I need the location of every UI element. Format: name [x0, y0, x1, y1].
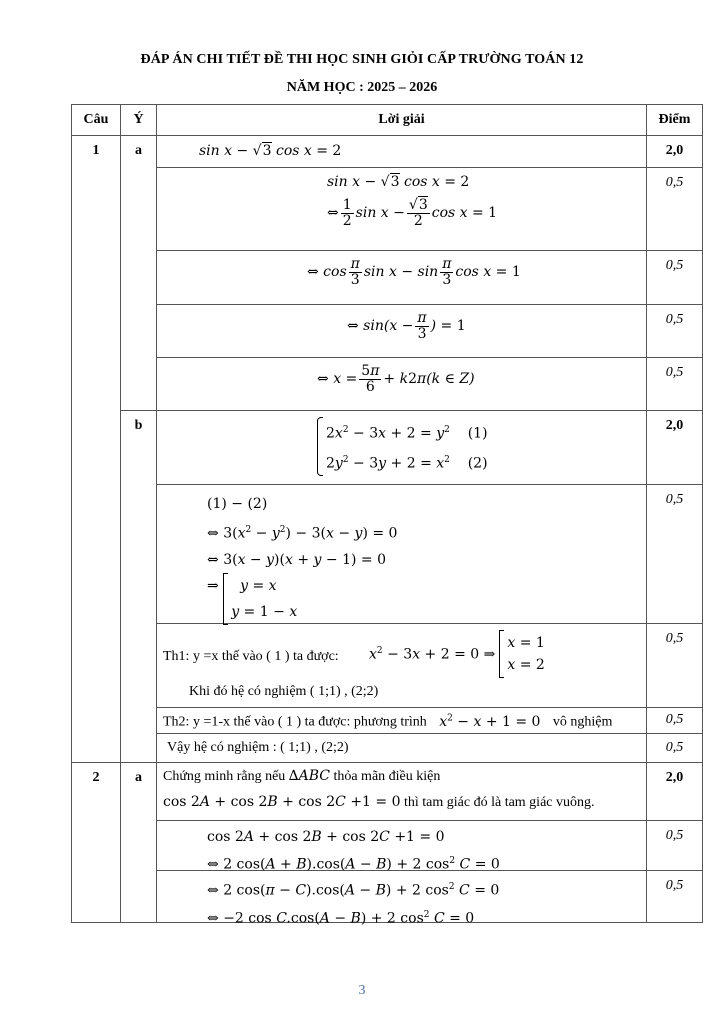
- problem-text: Chứng minh rằng nếu: [163, 769, 286, 784]
- case1-conclusion: Khi đó hệ có nghiệm ( 1;1) , (2;2): [189, 684, 379, 699]
- answer-table: [71, 104, 703, 927]
- score: 2,0: [647, 136, 703, 168]
- table-row: [72, 821, 703, 871]
- header-y: Ý: [121, 105, 157, 136]
- derivation: cos 2A + cos 2B + cos 2C +1 = 0 ⇔ 2 cos(A + B).cos(A − B) + 2 $\cos^2 C = 0$: [207, 829, 500, 873]
- score: 0,5: [647, 821, 703, 871]
- solution-cell: [157, 251, 647, 305]
- table-row: [72, 485, 703, 624]
- equation-system: $2x^2 - 3x + 2 = y^2$ (1) $2y^2 - 3y + 2 = x^2$ (2): [317, 417, 488, 480]
- solution-cell: [157, 305, 647, 358]
- score: 0,5: [647, 624, 703, 708]
- case2-tail: vô nghiệm: [552, 714, 613, 730]
- table-row: [72, 251, 703, 305]
- table-row: [72, 168, 703, 251]
- score: 0,5: [647, 358, 703, 411]
- final-answer: Vậy hệ có nghiệm : ( 1;1) , (2;2): [167, 740, 349, 755]
- solution-cell: [157, 358, 647, 411]
- case1-text: Th1: y =x thế vào ( 1 ) ta được:: [163, 649, 339, 664]
- solution-cell: [157, 871, 647, 927]
- score: 0,5: [647, 871, 703, 923]
- solution-cell: [157, 734, 647, 763]
- score: 2,0: [647, 763, 703, 821]
- part-label: a: [121, 136, 157, 411]
- solution-cell: [157, 411, 647, 485]
- solution-cell: [157, 763, 647, 821]
- problem-statement: Chứng minh rằng nếu ∆ABC thỏa mãn điều kiện: [163, 768, 441, 784]
- equation: sin x − √3 cos x = 2: [327, 174, 470, 190]
- table-row: [72, 734, 703, 763]
- score: 0,5: [647, 708, 703, 734]
- problem-text: thì tam giác đó là tam giác vuông.: [404, 795, 595, 810]
- equation: $x^2 - 3x + 2 = 0$ ⇒ x = 1 x = 2: [369, 630, 545, 678]
- equation-label: (1): [467, 425, 488, 442]
- table-row: [72, 763, 703, 821]
- table-row: [72, 624, 703, 708]
- equation: sin x − √3 cos x = 2: [199, 143, 342, 159]
- problem-statement: cos 2A + cos 2B + cos 2C +1 = 0 thì tam giác đó là tam giác vuông.: [163, 794, 595, 810]
- header-loi-giai: Lời giải: [157, 105, 647, 136]
- question-number: 1: [72, 136, 121, 763]
- equation: ⇔ x = $\frac{5\pi}{6}$ + k2π(k ∈ Z): [317, 363, 475, 395]
- score: 0,5: [647, 305, 703, 358]
- derivation: (1) − (2) ⇔ $3(x^2 - y^2) - 3(x - y) = 0$ ⇔ 3(x − y)(x + y − 1) = 0 ⇒ y = x y = 1 − x: [207, 491, 397, 625]
- equation-label: (2): [467, 455, 488, 472]
- table-row: [72, 871, 703, 923]
- table-row: [72, 708, 703, 734]
- school-year: NĂM HỌC : 2025 – 2026: [286, 80, 438, 95]
- table-row: [72, 411, 703, 485]
- equation: ⇔ $\frac{1}{2}$ sin x − $\frac{√3}{2}$ cos x = 1: [327, 197, 498, 229]
- score: 0,5: [647, 734, 703, 763]
- solution-cell: [157, 168, 647, 251]
- solution-cell: [157, 485, 647, 624]
- solution-cell: [157, 624, 647, 708]
- solution-cell: [157, 136, 647, 168]
- equation: ⇔ cos $\frac{\pi}{3}$ sin x − sin $\frac{\pi}{3}$ cos x = 1: [307, 256, 521, 288]
- document-title: ĐÁP ÁN CHI TIẾT ĐỀ THI HỌC SINH GIỎI CẤP TRƯỜNG TOÁN 12: [140, 52, 584, 67]
- problem-text: thỏa mãn điều kiện: [333, 769, 441, 784]
- table-row: [72, 136, 703, 168]
- header-cau: Câu: [72, 105, 121, 136]
- question-number: 2: [72, 763, 121, 923]
- case2-text: Th2: y =1-x thế vào ( 1 ) ta được: phương trình $x^2 - x + 1 = 0$ vô nghiệm: [163, 713, 613, 730]
- part-label: a: [121, 763, 157, 923]
- score: 2,0: [647, 411, 703, 485]
- table-header-row: [72, 105, 703, 136]
- table-row: [72, 305, 703, 358]
- solution-cell: [157, 821, 647, 871]
- score: 0,5: [647, 251, 703, 305]
- header-diem: Điểm: [647, 105, 703, 136]
- case2-label: Th2: y =1-x thế vào ( 1 ) ta được: phương trình: [163, 714, 427, 730]
- score: 0,5: [647, 485, 703, 624]
- solution-cell: [157, 708, 647, 734]
- score: 0,5: [647, 168, 703, 251]
- derivation: ⇔ 2 cos(π − C).cos(A − B) + 2 $\cos^2 C = 0$ ⇔ −2 cos C.cos(A − B) + 2 $\cos^2 C = 0$: [207, 882, 500, 927]
- equation: ⇔ sin(x − $\frac{\pi}{3}$ ) = 1: [347, 310, 466, 342]
- table-row: [72, 358, 703, 411]
- page-number: 3: [358, 983, 366, 998]
- part-label: b: [121, 411, 157, 763]
